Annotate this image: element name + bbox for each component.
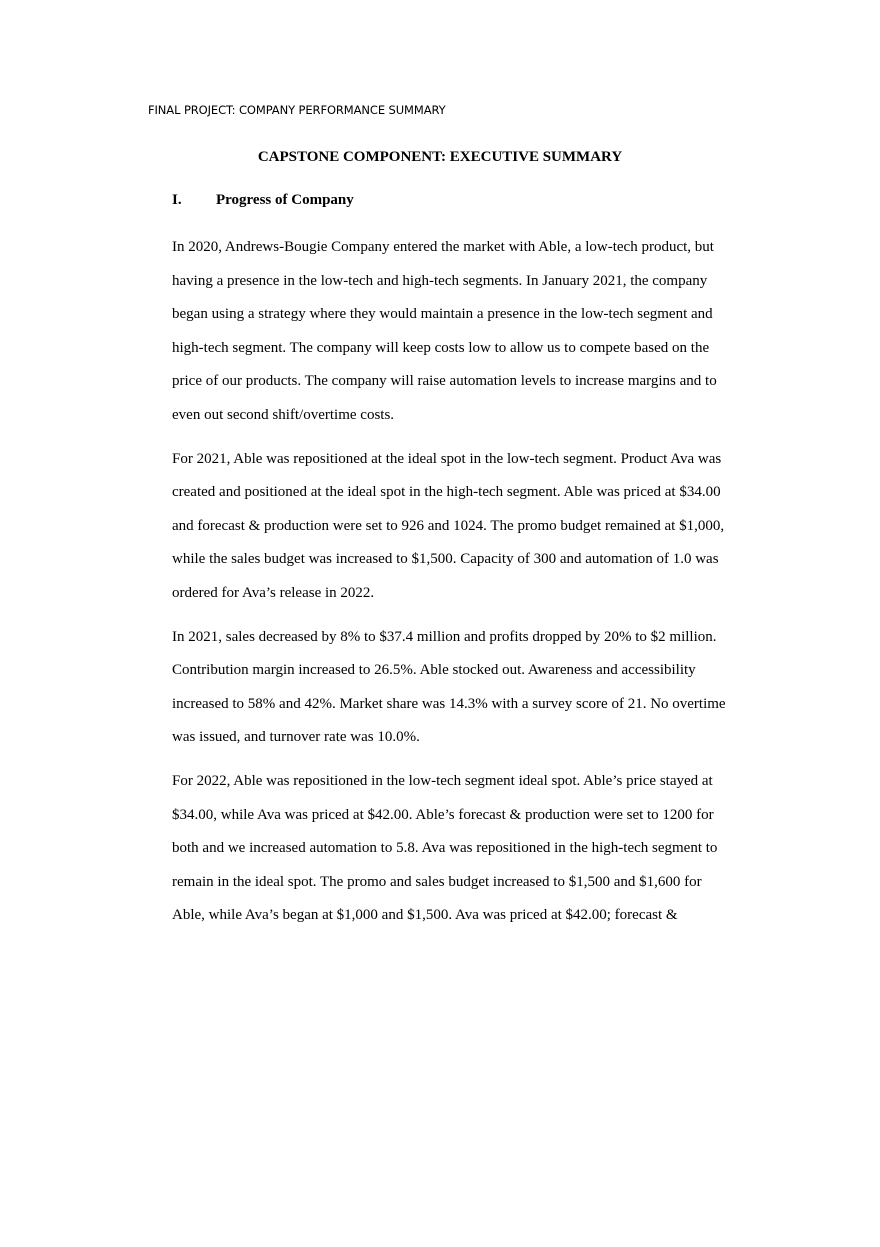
text-line: Able, while Ava’s began at $1,000 and $1,500. Ava was priced at $42.00; forecast & — [172, 907, 678, 924]
text-line: For 2022, Able was repositioned in the low-tech segment ideal spot. Able’s price stayed at — [172, 772, 713, 789]
text-line: In 2020, Andrews-Bougie Company entered the market with Able, a low-tech product, but — [172, 239, 714, 255]
paragraph — [172, 237, 742, 439]
text-line: price of our products. The company will raise automation levels to increase margins and to — [172, 373, 717, 390]
text-line: and forecast & production were set to 926 and 1024. The promo budget remained at $1,000, — [172, 517, 725, 534]
section-number: I. — [172, 192, 182, 208]
document-title: CAPSTONE COMPONENT: EXECUTIVE SUMMARY — [257, 149, 623, 165]
running-header: FINAL PROJECT: COMPANY PERFORMANCE SUMMARY — [148, 103, 446, 117]
text-line: created and positioned at the ideal spot in the high-tech segment. Able was priced at $34.00 — [172, 484, 721, 501]
text-line: while the sales budget was increased to $1,500. Capacity of 300 and automation of 1.0 was — [172, 551, 719, 568]
text-line: increased to 58% and 42%. Market share was 14.3% with a survey score of 21. No overtime — [172, 695, 726, 712]
body-text — [172, 237, 742, 949]
text-line: high-tech segment. The company will keep costs low to allow us to compete based on the — [172, 339, 710, 356]
section-heading — [172, 192, 354, 209]
text-line: began using a strategy where they would maintain a presence in the low-tech segment and — [172, 306, 713, 323]
text-line: both and we increased automation to 5.8. Ava was repositioned in the high-tech segment to — [172, 840, 718, 857]
paragraph — [172, 449, 742, 617]
text-line: $34.00, while Ava was priced at $42.00. Able’s forecast & production were set to 1200 for — [172, 806, 714, 823]
text-line: ordered for Ava’s release in 2022. — [172, 584, 375, 601]
text-line: For 2021, Able was repositioned at the ideal spot in the low-tech segment. Product Ava was — [172, 450, 722, 467]
paragraph — [172, 627, 742, 761]
paragraph — [172, 771, 742, 939]
text-line: having a presence in the low-tech and high-tech segments. In January 2021, the company — [172, 272, 708, 289]
text-line: In 2021, sales decreased by 8% to $37.4 million and profits dropped by 20% to $2 million. — [172, 628, 717, 645]
text-line: even out second shift/overtime costs. — [172, 406, 395, 423]
text-line: remain in the ideal spot. The promo and sales budget increased to $1,500 and $1,600 for — [172, 873, 702, 890]
section-title: Progress of Company — [216, 192, 354, 208]
text-line: was issued, and turnover rate was 10.0%. — [172, 729, 420, 746]
text-line: Contribution margin increased to 26.5%. Able stocked out. Awareness and accessibility — [172, 662, 696, 679]
